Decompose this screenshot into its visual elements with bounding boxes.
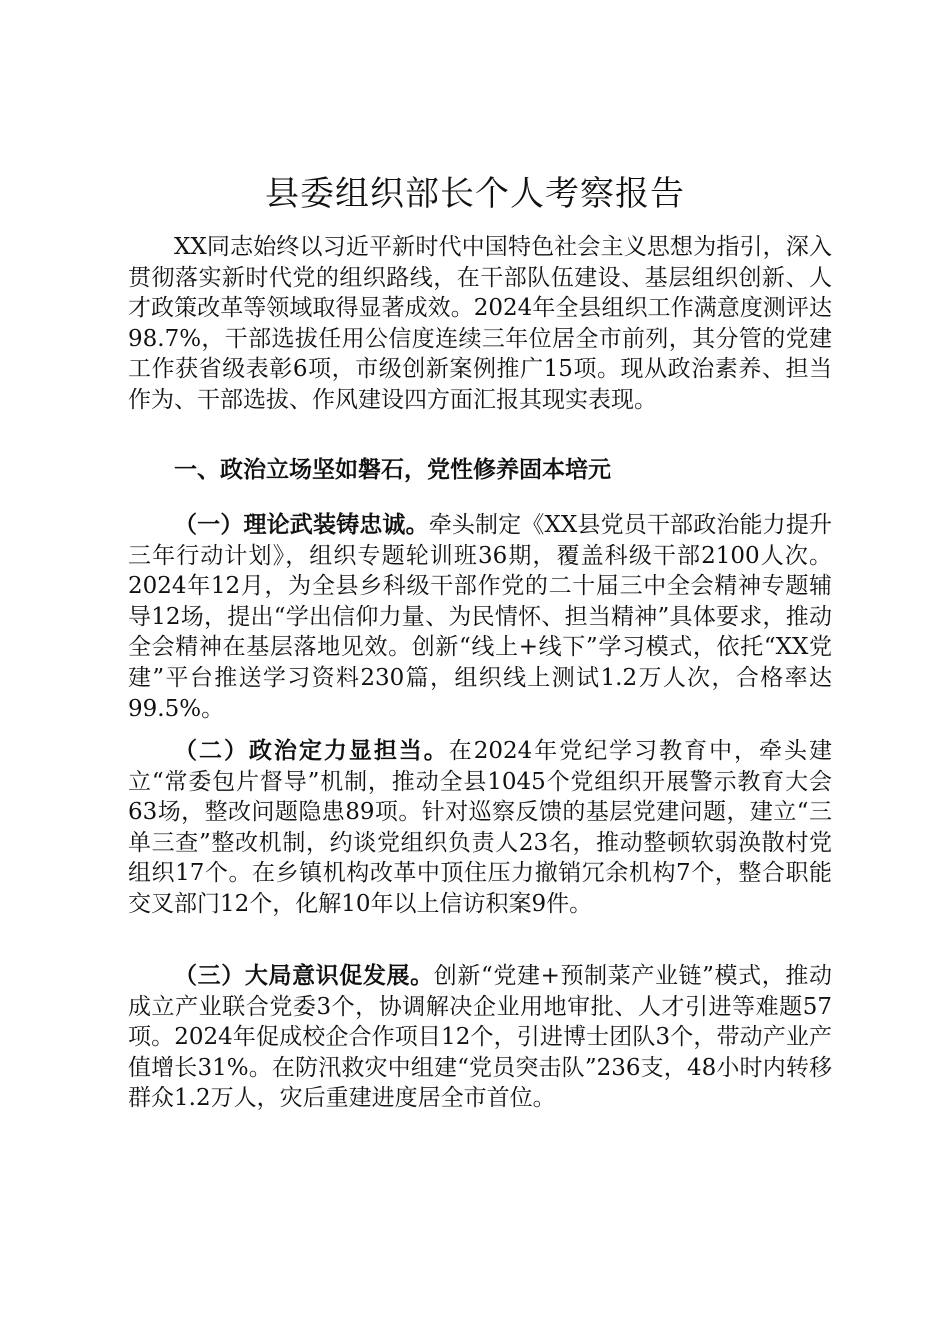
intro-paragraph: XX同志始终以习近平新时代中国特色社会主义思想为指引，深入贯彻落实新时代党的组织路线，在干部队伍建设、基层组织创新、人才政策改革等领域取得显著成效。2024年全县组织工作满意度测评达98.7%，干部选拔任用公信度连续三年位居全市前列，其分管的党建工作获省级表彰6项，市级创新案例推广15项。现从政治素养、担当作为、干部选拔、作风建设四方面汇报其现实表现。 [128, 234, 832, 413]
paragraph-1-lead: （一）理论武装铸忠诚。 [174, 511, 429, 538]
paragraph-2 [128, 736, 832, 920]
paragraph-3-text: 创新“党建+预制菜产业链”模式，推动成立产业联合党委3个，协调解决企业用地审批、人才引进等难题57项。2024年促成校企合作项目12个，引进博士团队3个，带动产业产值增长31%。在防汛救灾中组建“党员突击队”236支，48小时内转移群众1.2万人，灾后重建进度居全市首位。 [128, 963, 832, 1112]
paragraph-2-text: 在2024年党纪学习教育中，牵头建立“常委包片督导”机制，推动全县1045个党组织开展警示教育大会63场，整改问题隐患89项。针对巡察反馈的基层党建问题，建立“三单三查”整改机制，约谈党组织负责人23名，推动整顿软弱涣散村党组织17个。在乡镇机构改革中顶住压力撤销冗余机构7个，整合职能交叉部门12个，化解10年以上信访积案9件。 [128, 738, 832, 917]
section-heading-1: 一、政治立场坚如磐石，党性修养固本培元 [174, 456, 611, 483]
paragraph-1 [128, 510, 832, 724]
paragraph-2-lead: （二）政治定力显担当。 [174, 737, 449, 764]
paragraph-1-text: 牵头制定《XX县党员干部政治能力提升三年行动计划》，组织专题轮训班36期，覆盖科级干部2100人次。2024年12月，为全县乡科级干部作党的二十届三中全会精神专题辅导12场，提出“学出信仰力量、为民情怀、担当精神”具体要求，推动全会精神在基层落地见效。创新“线上+线下”学习模式，依托“XX党建”平台推送学习资料230篇，组织线上测试1.2万人次，合格率达99.5%。 [128, 512, 833, 722]
paragraph-3-lead: （三）大局意识促发展。 [174, 962, 434, 989]
paragraph-3 [128, 961, 832, 1114]
document-title: 县委组织部长个人考察报告 [265, 174, 685, 214]
